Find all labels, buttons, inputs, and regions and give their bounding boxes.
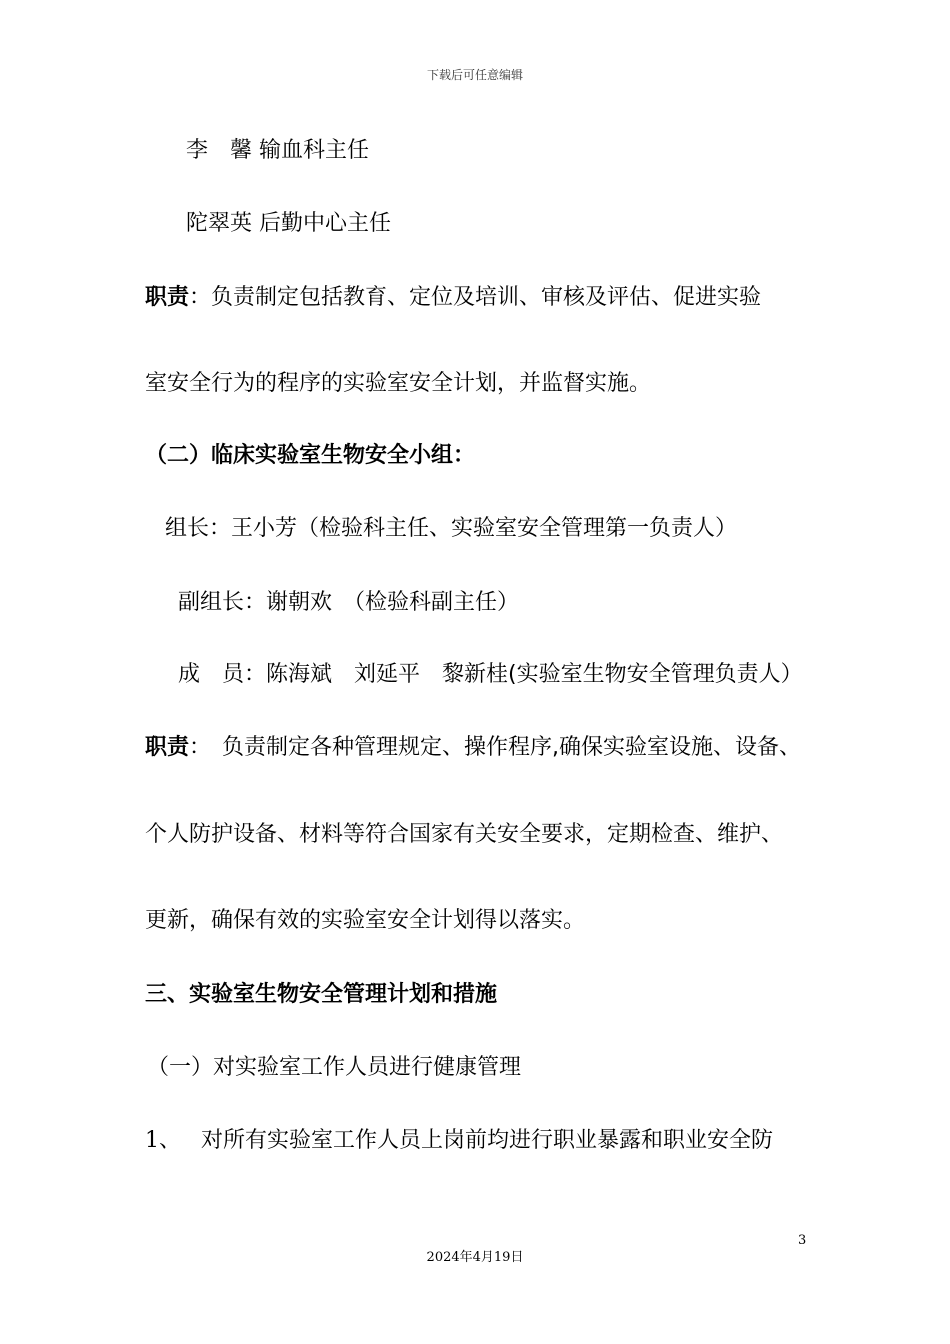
member-line-2 — [186, 209, 391, 239]
duty-paragraph-2-line-3: 更新，确保有效的实验室安全计划得以落实。 — [145, 908, 586, 933]
leader-line: 组长：王小芳（检验科主任、实验室安全管理第一负责人） — [165, 516, 738, 541]
duty-paragraph-1-line-1 — [145, 283, 761, 313]
page-header: 下载后可任意编辑 — [426, 68, 523, 82]
deputy-line: 副组长：谢朝欢 （检验科副主任） — [178, 590, 520, 615]
footer-date: 2024年4月19日 — [426, 1250, 524, 1265]
duty-label: 职责 — [145, 285, 190, 310]
member-role: 后勤中心主任 — [259, 211, 392, 236]
list-item-number: 1、 — [145, 1128, 181, 1153]
members-line: 成 员：陈海斌 刘延平 黎新桂(实验室生物安全管理负责人） — [178, 662, 803, 687]
duty-paragraph-2-line-1 — [145, 733, 801, 763]
subsection-heading-1: （一）对实验室工作人员进行健康管理 — [147, 1055, 522, 1080]
page-number: 3 — [798, 1233, 807, 1248]
member-name: 陀翠英 — [186, 211, 253, 236]
duty-label: 职责 — [145, 735, 190, 760]
section-heading-2: （二）临床实验室生物安全小组： — [145, 443, 476, 468]
duty-text: ：负责制定包括教育、定位及培训、审核及评估、促进实验 — [189, 285, 762, 310]
duty-text: ： 负责制定各种管理规定、操作程序,确保实验室设施、设备、 — [189, 735, 802, 760]
duty-paragraph-1-line-2: 室安全行为的程序的实验室安全计划，并监督实施。 — [145, 371, 652, 396]
member-line-1 — [186, 136, 369, 166]
member-name: 李 馨 — [186, 138, 253, 163]
duty-paragraph-2-line-2: 个人防护设备、材料等符合国家有关安全要求，定期检查、维护、 — [145, 822, 784, 847]
list-item-text: 对所有实验室工作人员上岗前均进行职业暴露和职业安全防 — [201, 1128, 774, 1153]
section-heading-3: 三、实验室生物安全管理计划和措施 — [145, 982, 498, 1007]
member-role: 输血科主任 — [259, 138, 370, 163]
list-item-1 — [145, 1126, 773, 1156]
